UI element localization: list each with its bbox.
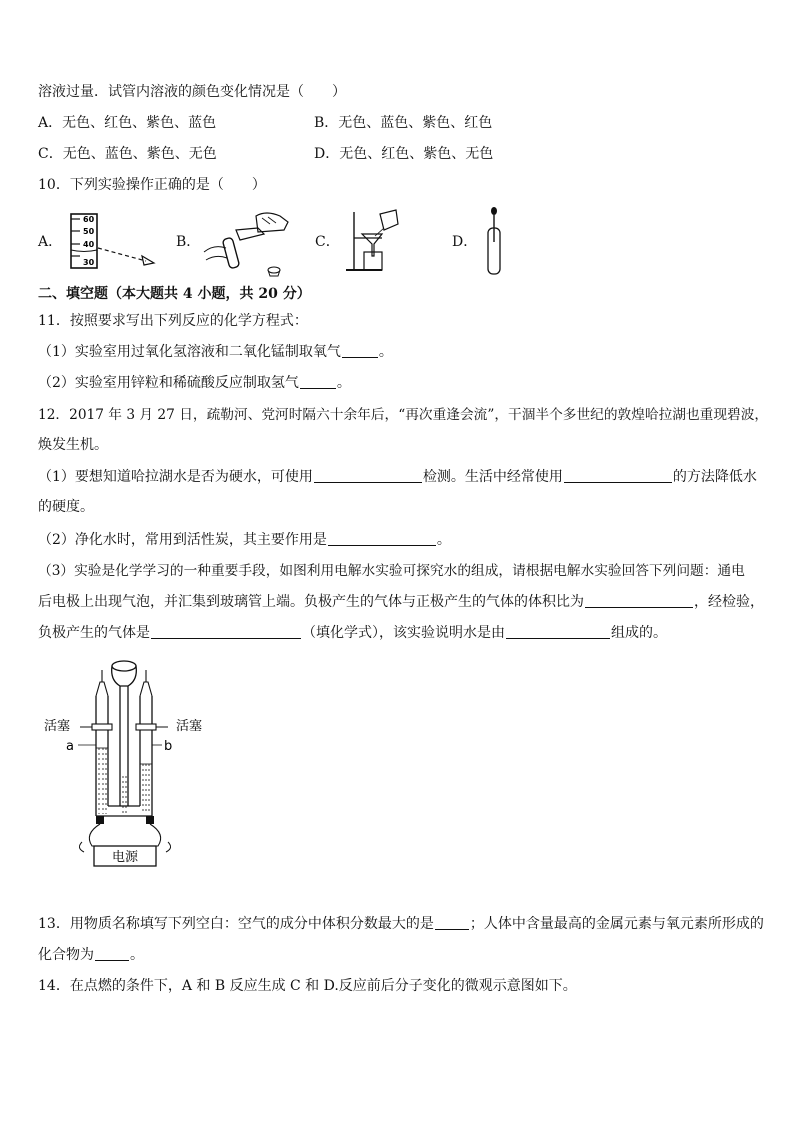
q12-part1-text-b: 检测。生活中经常使用 xyxy=(422,469,563,485)
q9-option-a: A．无色、红色、紫色、蓝色 xyxy=(38,115,217,131)
q12-part3-blank-3[interactable] xyxy=(506,624,610,639)
valve-label-right: 活塞 xyxy=(176,719,203,734)
q13-text-c: 化合物为 xyxy=(38,947,94,963)
q9-continuation: 溶液过量．试管内溶液的颜色变化情况是（ ） xyxy=(38,84,346,100)
q12-part3-line1: （3）实验是化学学习的一种重要手段，如图利用电解水实验可探究水的组成，请根据电解水实验回答下列问题：通电 xyxy=(38,563,745,579)
q12-part3-blank-2[interactable] xyxy=(151,624,301,639)
q12-part2-end: 。 xyxy=(436,532,451,548)
q11-part2 xyxy=(38,373,351,393)
q9-option-c: C．无色、蓝色、紫色、无色 xyxy=(38,146,217,162)
q13-text-d: 。 xyxy=(130,947,144,963)
q13-text-b: ；人体中含量最高的金属元素与氧元素所形成的 xyxy=(469,916,764,932)
q14-stem: 14．在点燃的条件下，A 和 B 反应生成 C 和 D.反应前后分子变化的微观示意图如下。 xyxy=(38,978,577,994)
q13-text-a: 13．用物质名称填写下列空白：空气的成分中体积分数最大的是 xyxy=(38,916,434,932)
q12-stem-line2: 焕发生机。 xyxy=(38,437,108,453)
q12-part1-line1 xyxy=(38,467,757,487)
tick-40: 40 xyxy=(83,240,95,249)
q12-part3-line3 xyxy=(38,623,667,643)
q12-part1-line2: 的硬度。 xyxy=(38,499,94,515)
q12-part3-text-d: （填化学式），该实验说明水是由 xyxy=(302,625,505,641)
q12-part3-text-e: 组成的。 xyxy=(611,625,667,641)
pouring-liquid-figure xyxy=(196,208,296,278)
q12-part1-blank-1[interactable] xyxy=(314,468,422,483)
q10-label-c: C． xyxy=(315,234,340,250)
tube-label-b: b xyxy=(164,739,173,754)
q12-part3-text-a: 后电极上出现气泡，并汇集到玻璃管上端。负极产生的气体与正极产生的气体的体积比为 xyxy=(38,594,584,610)
tick-60: 60 xyxy=(83,215,95,224)
q12-part2 xyxy=(38,530,451,550)
tick-50: 50 xyxy=(83,227,95,236)
q10-label-b: B． xyxy=(176,234,201,250)
q10-label-d: D． xyxy=(452,234,478,250)
q11-part2-blank[interactable] xyxy=(300,374,336,389)
q9-option-b: B．无色、蓝色、紫色、红色 xyxy=(314,115,493,131)
graduated-cylinder-reading-figure xyxy=(68,212,158,272)
q12-part3-text-b: ，经检验， xyxy=(694,594,764,610)
q11-part1-text: （1）实验室用过氧化氢溶液和二氧化锰制取氧气 xyxy=(38,344,341,360)
q10-stem: 10．下列实验操作正确的是（ ） xyxy=(38,177,266,193)
q13-blank-2[interactable] xyxy=(95,946,129,961)
q13-line2 xyxy=(38,945,144,965)
q11-part1-end: 。 xyxy=(378,344,393,360)
power-label: 电源 xyxy=(111,850,139,865)
water-electrolysis-apparatus xyxy=(40,656,230,872)
q12-part2-text: （2）净化水时，常用到活性炭，其主要作用是 xyxy=(38,532,327,548)
q12-part3-blank-1[interactable] xyxy=(585,593,693,608)
q11-part1 xyxy=(38,342,393,362)
filtration-figure xyxy=(342,208,404,274)
q9-option-d: D．无色、红色、紫色、无色 xyxy=(314,146,494,162)
q12-part3-line2 xyxy=(38,592,764,612)
q13-line1 xyxy=(38,914,764,934)
valve-label-left: 活塞 xyxy=(44,719,71,734)
q13-blank-1[interactable] xyxy=(435,915,469,930)
q12-part1-text-a: （1）要想知道哈拉湖水是否为硬水，可使用 xyxy=(38,469,313,485)
q12-part2-blank[interactable] xyxy=(328,531,436,546)
q11-part1-blank[interactable] xyxy=(342,343,378,358)
section-2-heading: 二、填空题（本大题共 4 小题，共 20 分） xyxy=(38,286,311,302)
q10-label-a: A． xyxy=(38,234,63,250)
q11-part2-text: （2）实验室用锌粒和稀硫酸反应制取氢气 xyxy=(38,375,299,391)
q11-stem: 11．按照要求写出下列反应的化学方程式： xyxy=(38,313,308,329)
tube-label-a: a xyxy=(66,739,74,754)
q12-stem-line1: 12．2017 年 3 月 27 日，疏勒河、党河时隔六十余年后，“再次重逢会流”，干涸半个多世纪的敦煌哈拉湖也重现碧波， xyxy=(38,407,769,423)
dropper-test-tube-figure xyxy=(484,206,504,276)
q12-part1-text-c: 的方法降低水 xyxy=(672,469,757,485)
q12-part3-text-c: 负极产生的气体是 xyxy=(38,625,150,641)
tick-30: 30 xyxy=(83,258,95,267)
q12-part1-blank-2[interactable] xyxy=(564,468,672,483)
q11-part2-end: 。 xyxy=(336,375,351,391)
